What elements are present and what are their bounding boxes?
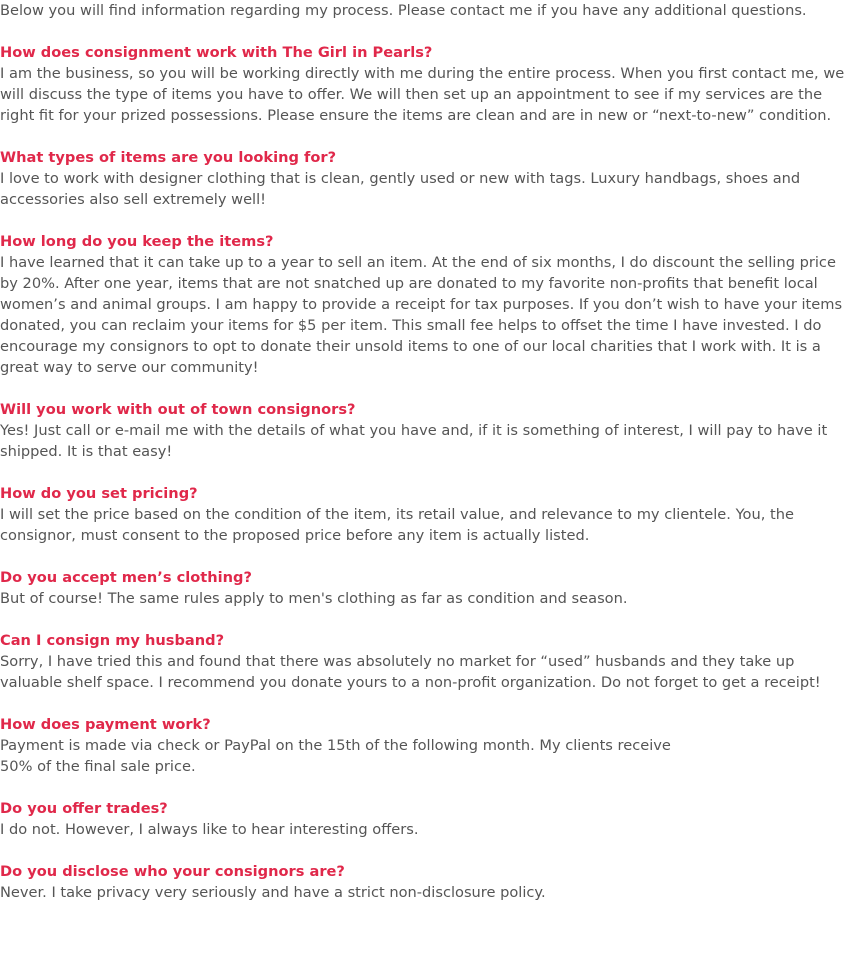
faq-answer: I will set the price based on the condition of the item, its retail value, and relevance to my clientele. You, the consignor, must consent to the proposed price before any item is actually listed.	[0, 506, 794, 544]
faq-answer: I do not. However, I always like to hear interesting offers.	[0, 821, 419, 838]
faq-question: Do you offer trades?	[0, 800, 168, 817]
faq-answer: I love to work with designer clothing that is clean, gently used or new with tags. Luxury handbags, shoes and accessories also sell extremely well!	[0, 170, 801, 208]
faq-question: How does consignment work with The Girl in Pearls?	[0, 44, 433, 61]
faq-item	[0, 630, 855, 693]
faq-item	[0, 399, 855, 462]
faq-question: Do you accept men’s clothing?	[0, 569, 252, 586]
faq-question: Can I consign my husband?	[0, 632, 225, 649]
faq-item	[0, 861, 855, 903]
faq-item	[0, 714, 855, 777]
faq-answer: Sorry, I have tried this and found that there was absolutely no market for “used” husbands and they take up valuable shelf space. I recommend you donate yours to a non-profit organization. Do not forget to get a receipt!	[0, 653, 821, 691]
faq-question: How does payment work?	[0, 716, 211, 733]
faq-item	[0, 567, 855, 609]
faq-answer: Payment is made via check or PayPal on the 15th of the following month. My clients receive	[0, 737, 671, 754]
faq-answer: But of course! The same rules apply to men's clothing as far as condition and season.	[0, 590, 628, 607]
faq-question: Do you disclose who your consignors are?	[0, 863, 345, 880]
faq-answer: Never. I take privacy very seriously and have a strict non-disclosure policy.	[0, 884, 546, 901]
faq-item	[0, 42, 855, 126]
faq-question: How do you set pricing?	[0, 485, 198, 502]
faq-answer-line-2: 50% of the final sale price.	[0, 758, 196, 775]
faq-item	[0, 798, 855, 840]
faq-item	[0, 231, 855, 378]
faq-item	[0, 147, 855, 210]
faq-question: How long do you keep the items?	[0, 233, 274, 250]
faq-question: Will you work with out of town consignors?	[0, 401, 356, 418]
faq-answer: I have learned that it can take up to a year to sell an item. At the end of six months, I do discount the selling price by 20%. After one year, items that are not snatched up are donated to my favorite non-profits that benefit local women’s and animal groups. I am happy to provide a receipt for tax purposes. If you don’t wish to have your items donated, you can reclaim your items for $5 per item. This small fee helps to offset the time I have invested. I do encourage my consignors to opt to donate their unsold items to one of our local charities that I work with. It is a great way to serve our community!	[0, 254, 843, 376]
faq-answer: I am the business, so you will be working directly with me during the entire process. When you first contact me, we will discuss the type of items you have to offer. We will then set up an appointment to see if my services are the right fit for your prized possessions. Please ensure the items are clean and are in new or “next-to-new” condition.	[0, 65, 845, 124]
faq-item	[0, 483, 855, 546]
faq-answer: Yes! Just call or e-mail me with the details of what you have and, if it is something of interest, I will pay to have it shipped. It is that easy!	[0, 422, 828, 460]
faq-question: What types of items are you looking for?	[0, 149, 337, 166]
intro-text: Below you will find information regarding my process. Please contact me if you have any additional questions.	[0, 2, 807, 19]
